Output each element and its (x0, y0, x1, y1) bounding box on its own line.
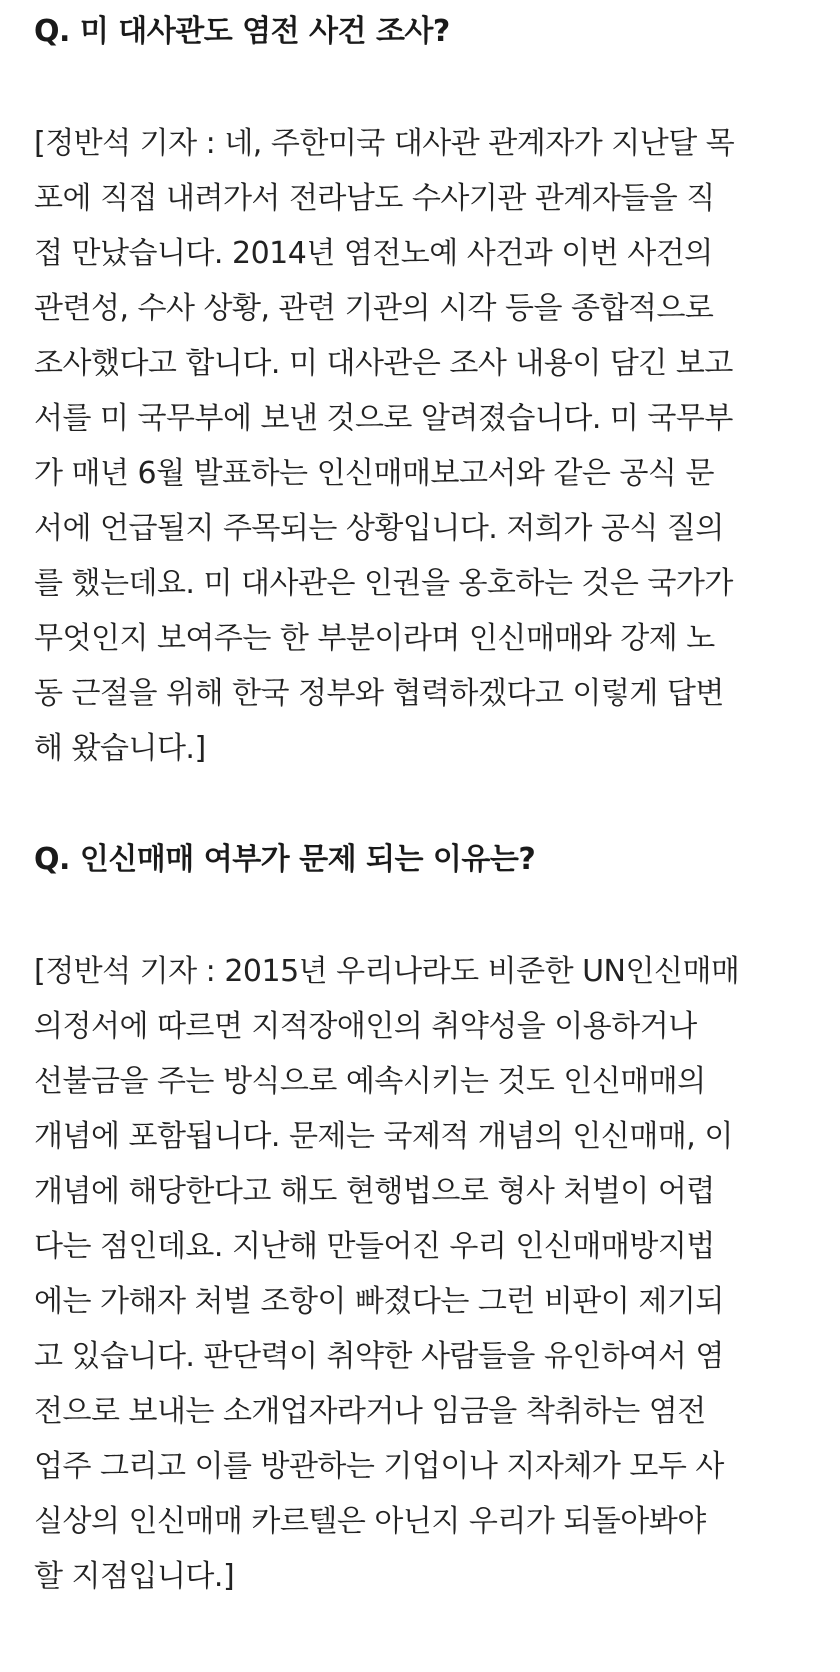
answer-line: 실상의 인신매매 카르텔은 아닌지 우리가 되돌아봐야 (34, 1504, 706, 1539)
answer-line: 를 했는데요. 미 대사관은 인권을 옹호하는 것은 국가가 (34, 566, 733, 601)
answer-line: 조사했다고 합니다. 미 대사관은 조사 내용이 담긴 보고 (34, 346, 733, 381)
answer-line: 무엇인지 보여주는 한 부분이라며 인신매매와 강제 노 (34, 621, 715, 656)
answer-line: 해 왔습니다.] (34, 731, 206, 766)
section-spacer (34, 776, 800, 828)
answer-line: [정반석 기자 : 2015년 우리나라도 비준한 UN인신매매 (34, 954, 740, 989)
answer-line: 개념에 포함됩니다. 문제는 국제적 개념의 인신매매, 이 (34, 1119, 733, 1154)
answer-line: [정반석 기자 : 네, 주한미국 대사관 관계자가 지난달 목 (34, 126, 735, 161)
answer-line: 접 만났습니다. 2014년 염전노예 사건과 이번 사건의 (34, 236, 713, 271)
answer-line: 업주 그리고 이를 방관하는 기업이나 지자체가 모두 사 (34, 1449, 724, 1484)
answer-line: 다는 점인데요. 지난해 만들어진 우리 인신매매방지법 (34, 1229, 715, 1264)
answer-line: 서에 언급될지 주목되는 상황입니다. 저희가 공식 질의 (34, 511, 724, 546)
question-heading-1: Q. 미 대사관도 염전 사건 조사? (34, 14, 450, 49)
answer-paragraph-1 (34, 116, 800, 776)
answer-line: 고 있습니다. 판단력이 취약한 사람들을 유인하여서 염 (34, 1339, 724, 1374)
answer-paragraph-2 (34, 944, 800, 1604)
answer-line: 동 근절을 위해 한국 정부와 협력하겠다고 이렇게 답변 (34, 676, 724, 711)
answer-line: 포에 직접 내려가서 전라남도 수사기관 관계자들을 직 (34, 181, 715, 216)
question-heading-2: Q. 인신매매 여부가 문제 되는 이유는? (34, 842, 536, 877)
answer-line: 관련성, 수사 상황, 관련 기관의 시각 등을 종합적으로 (34, 291, 714, 326)
answer-line: 에는 가해자 처벌 조항이 빠졌다는 그런 비판이 제기되 (34, 1284, 724, 1319)
answer-line: 선불금을 주는 방식으로 예속시키는 것도 인신매매의 (34, 1064, 706, 1099)
answer-line: 서를 미 국무부에 보낸 것으로 알려졌습니다. 미 국무부 (34, 401, 733, 436)
answer-line: 가 매년 6월 발표하는 인신매매보고서와 같은 공식 문 (34, 456, 714, 491)
answer-line: 할 지점입니다.] (34, 1559, 235, 1594)
answer-line: 의정서에 따르면 지적장애인의 취약성을 이용하거나 (34, 1009, 697, 1044)
answer-line: 개념에 해당한다고 해도 현행법으로 형사 처벌이 어렵 (34, 1174, 715, 1209)
answer-line: 전으로 보내는 소개업자라거나 임금을 착취하는 염전 (34, 1394, 706, 1429)
